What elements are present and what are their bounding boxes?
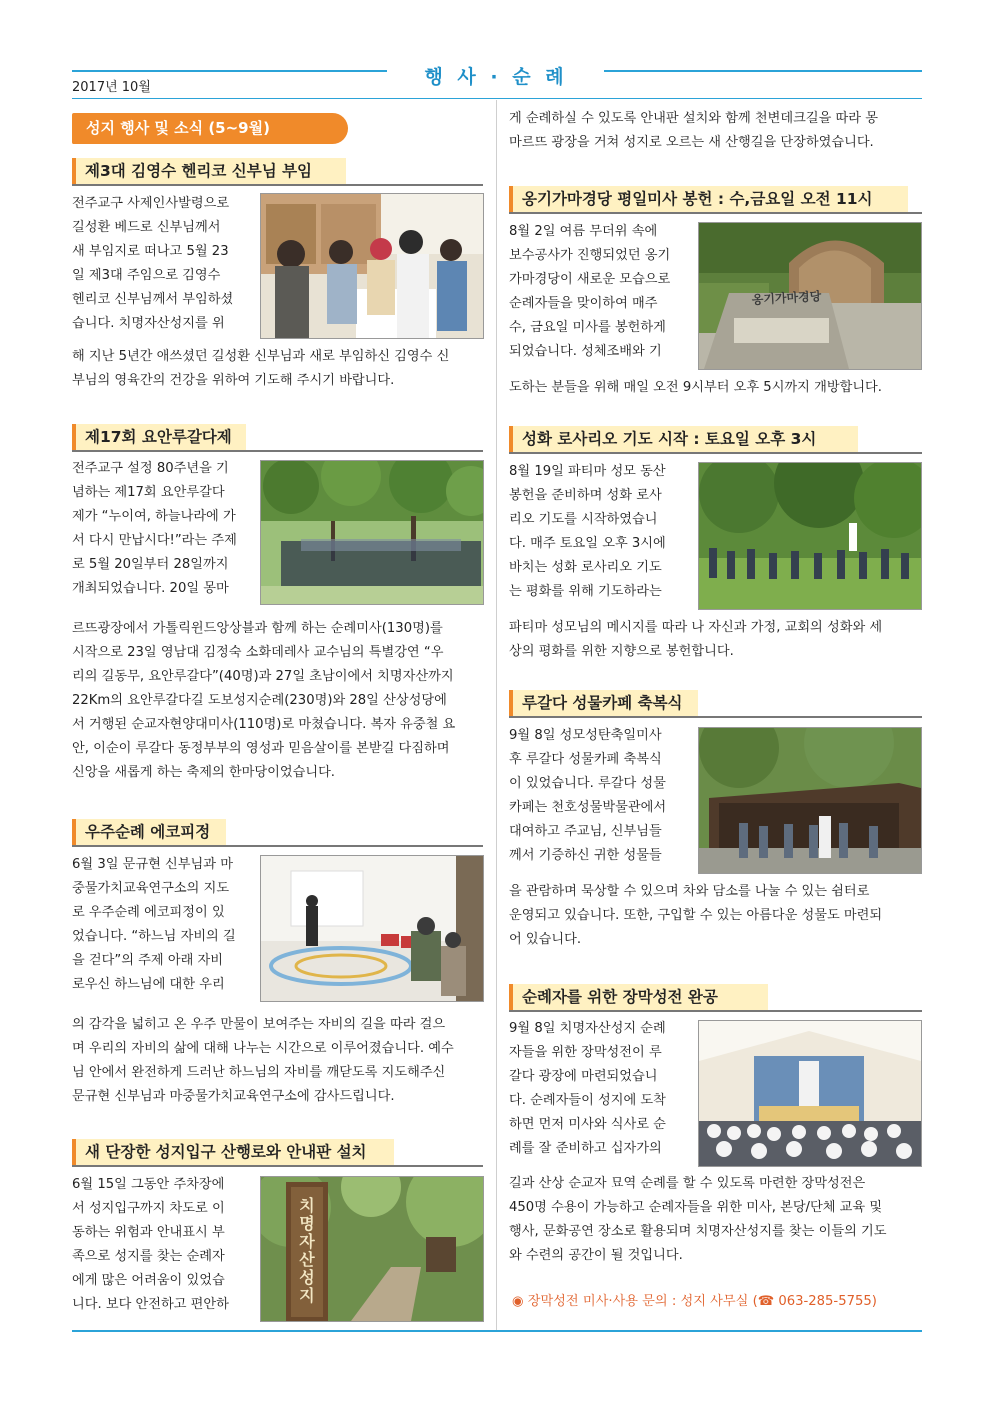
column-divider xyxy=(496,100,497,1330)
article-title: 새 단장한 성지입구 산행로와 안내판 설치 xyxy=(85,1143,367,1161)
article-body-narrow xyxy=(509,724,694,868)
issue-date: 2017년 10월 xyxy=(72,80,151,95)
section-title: 행 사 · 순 례 xyxy=(424,66,568,88)
text-line: 길성환 베드로 신부님께서 xyxy=(72,220,221,235)
text-line: 자들을 위한 장막성전이 루 xyxy=(509,1045,662,1060)
text-line: 수, 금요일 미사를 봉헌하게 xyxy=(509,320,666,335)
text-line: 어 있습니다. xyxy=(509,932,582,947)
photo-kiln-chapel xyxy=(698,222,922,370)
text-line: 봉헌을 준비하며 성화 로사 xyxy=(509,488,662,503)
article-body-full xyxy=(72,617,483,785)
article-body-narrow xyxy=(509,1017,694,1161)
article-title: 순례자를 위한 장막성전 완공 xyxy=(522,988,718,1006)
text-line: 중물가치교육연구소의 지도 xyxy=(72,881,230,896)
article-body-full xyxy=(72,1013,483,1109)
article-heading xyxy=(509,984,922,1010)
text-line: 념하는 제17회 요안루갈다 xyxy=(72,485,225,500)
text-line: 로 5월 20일부터 28일까지 xyxy=(72,557,229,572)
text-line: 와 수련의 공간이 될 것입니다. xyxy=(509,1248,683,1263)
text-line: 일 제3대 주임으로 김영수 xyxy=(72,268,221,283)
article-body-narrow xyxy=(72,853,257,997)
article-title: 옹기가마경당 평일미사 봉헌 : 수,금요일 오전 11시 xyxy=(522,190,873,208)
header-underline xyxy=(72,98,922,99)
text-line: 을 관람하며 묵상할 수 있으며 차와 담소를 나눌 수 있는 쉼터로 xyxy=(509,884,870,899)
photo-relic-cafe xyxy=(698,727,922,874)
text-line: 리오 기도를 시작하였습니 xyxy=(509,512,658,527)
article-body-narrow xyxy=(72,1173,257,1317)
text-line: 시작으로 23일 영남대 김정숙 소화데레사 교수님의 특별강연 “우 xyxy=(72,645,444,660)
text-line: 상의 평화를 위한 지향으로 봉헌합니다. xyxy=(509,644,734,659)
article-heading xyxy=(509,690,922,716)
photo-priest-greeting xyxy=(260,193,484,339)
text-line: 9월 8일 치명자산성지 순례 xyxy=(509,1021,666,1036)
text-line: 6월 15일 그동안 주차장에 xyxy=(72,1177,225,1192)
text-line: 바치는 성화 로사리오 기도 xyxy=(509,560,662,575)
text-line: 례를 잘 준비하고 십자가의 xyxy=(509,1141,662,1156)
text-line: 도하는 분들을 위해 매일 오전 9시부터 오후 5시까지 개방합니다. xyxy=(509,380,882,395)
photo-rosary-prayer xyxy=(698,462,922,610)
article-title: 우주순례 에코피정 xyxy=(85,823,211,841)
text-line: 동하는 위험과 안내표시 부 xyxy=(72,1225,225,1240)
photo-tent-sanctuary xyxy=(698,1020,922,1167)
text-line: 리의 길동무, 요안루갈다”(40명)과 27일 초남이에서 치명자산까지 xyxy=(72,669,454,684)
text-line: 서 다시 만납시다!”라는 주제 xyxy=(72,533,237,548)
text-line: 보수공사가 진행되었던 옹기 xyxy=(509,248,671,263)
text-line: 전주교구 설정 80주년을 기 xyxy=(72,461,229,476)
text-line: 22Km의 요안루갈다길 도보성지순례(230명)와 28일 산상성당에 xyxy=(72,693,447,708)
text-line: 니다. 보다 안전하고 편안하 xyxy=(72,1297,229,1312)
text-line: 개최되었습니다. 20일 몽마 xyxy=(72,581,229,596)
text-line: 서 거행된 순교자현양대미사(110명)로 마쳤습니다. 복자 유중철 요 xyxy=(72,717,456,732)
text-line: 신앙을 새롭게 하는 축제의 한마당이었습니다. xyxy=(72,765,336,780)
text-line: 전주교구 사제인사발령으로 xyxy=(72,196,230,211)
text-line: 께서 기증하신 귀한 성물들 xyxy=(509,848,662,863)
photo-outdoor-mass xyxy=(260,460,484,605)
article-body-full xyxy=(509,1172,922,1268)
article-heading xyxy=(509,186,922,212)
kiln-sign-text: 옹기가마경당 xyxy=(751,289,822,307)
text-line: 헨리코 신부님께서 부임하셨 xyxy=(72,292,234,307)
article-body-continued xyxy=(509,107,922,155)
article-heading xyxy=(72,158,483,184)
text-line: 로우신 하느님에 대한 우리 xyxy=(72,977,225,992)
photo-trail-signpost xyxy=(260,1176,484,1322)
article-body-full xyxy=(72,345,483,393)
article-body-full xyxy=(509,880,922,952)
text-line: 길과 산상 순교자 묘역 순례를 할 수 있도록 마련한 장막성전은 xyxy=(509,1176,866,1191)
text-line: 새 부임지로 떠나고 5월 23 xyxy=(72,244,229,259)
text-line: 며 우리의 자비의 삶에 대해 나누는 시간으로 이루어졌습니다. 예수 xyxy=(72,1041,454,1056)
text-line: 카페는 천호성물박물관에서 xyxy=(509,800,667,815)
article-title: 제17회 요안루갈다제 xyxy=(85,428,232,446)
text-line: 습니다. 치명자산성지를 위 xyxy=(72,316,225,331)
article-body-full xyxy=(509,616,922,664)
text-line: 대여하고 주교님, 신부님들 xyxy=(509,824,662,839)
text-line: 르뜨광장에서 가톨릭윈드앙상블과 함께 하는 순례미사(130명)를 xyxy=(72,621,443,636)
text-line: 에게 많은 어려움이 있었습 xyxy=(72,1273,225,1288)
text-line: 을 걷다”의 주제 아래 자비 xyxy=(72,953,223,968)
text-line: 450명 수용이 가능하고 순례자들을 위한 미사, 본당/단체 교육 및 xyxy=(509,1200,883,1215)
text-line: 8월 19일 파티마 성모 동산 xyxy=(509,464,666,479)
text-line: 9월 8일 성모성탄축일미사 xyxy=(509,728,662,743)
text-line: 마르뜨 광장을 거쳐 성지로 오르는 새 산행길을 단장하였습니다. xyxy=(509,135,874,150)
article-title: 제3대 김영수 헨리코 신부님 부임 xyxy=(85,162,313,180)
text-line: 가마경당이 새로운 모습으로 xyxy=(509,272,671,287)
article-heading xyxy=(72,1139,483,1165)
article-body-narrow xyxy=(509,220,694,364)
text-line: 하면 먼저 미사와 식사로 순 xyxy=(509,1117,666,1132)
photo-eco-retreat xyxy=(260,855,484,1002)
category-tab: 성지 행사 및 소식 (5~9월) xyxy=(72,113,348,144)
text-line: 제가 “누이여, 하늘나라에 가 xyxy=(72,509,236,524)
footer-rule xyxy=(72,1330,922,1332)
text-line: 행사, 문화공연 장소로 활용되며 치명자산성지를 찾는 이들의 기도 xyxy=(509,1224,887,1239)
text-line: 었습니다. “하느님 자비의 길 xyxy=(72,929,236,944)
text-line: 파티마 성모님의 메시지를 따라 나 자신과 가정, 교회의 성화와 세 xyxy=(509,620,883,635)
text-line: 해 지난 5년간 애쓰셨던 길성환 신부님과 새로 부임하신 김영수 신 xyxy=(72,349,450,364)
contact-info: ◉ 장막성전 미사·사용 문의 : 성지 사무실 (☎ 063-285-5755) xyxy=(512,1294,877,1309)
text-line: 후 루갈다 성물카페 축복식 xyxy=(509,752,662,767)
article-body-narrow xyxy=(72,457,257,601)
article-body-narrow xyxy=(509,460,694,604)
article-body-full xyxy=(509,376,922,400)
text-line: 님 안에서 완전하게 드러난 하느님의 자비를 깨닫도록 지도해주신 xyxy=(72,1065,446,1080)
article-heading xyxy=(509,426,922,452)
article-heading xyxy=(72,424,483,450)
text-line: 8월 2일 여름 무더위 속에 xyxy=(509,224,658,239)
signpost-text: 치명자산성지 xyxy=(299,1196,315,1305)
text-line: 서 성지입구까지 차도로 이 xyxy=(72,1201,225,1216)
text-line: 다. 매주 토요일 오후 3시에 xyxy=(509,536,666,551)
text-line: 족으로 성지를 찾는 순례자 xyxy=(72,1249,225,1264)
article-title: 루갈다 성물카페 축복식 xyxy=(522,694,683,712)
text-line: 는 평화를 위해 기도하라는 xyxy=(509,584,662,599)
text-line: 갈다 광장에 마련되었습니 xyxy=(509,1069,658,1084)
text-line: 로 우주순례 에코피정이 있 xyxy=(72,905,225,920)
text-line: 6월 3일 문규현 신부님과 마 xyxy=(72,857,233,872)
article-body-narrow xyxy=(72,192,257,336)
text-line: 게 순례하실 수 있도록 안내판 설치와 함께 천변데크길을 따라 몽 xyxy=(509,111,878,126)
article-heading xyxy=(72,819,483,845)
text-line: 안, 이순이 루갈다 동정부부의 영성과 믿음살이를 본받길 다짐하며 xyxy=(72,741,450,756)
text-line: 부님의 영육간의 건강을 위하여 기도해 주시기 바랍니다. xyxy=(72,373,395,388)
text-line: 이 있었습니다. 루갈다 성물 xyxy=(509,776,666,791)
text-line: 문규현 신부님과 마중물가치교육연구소에 감사드립니다. xyxy=(72,1089,395,1104)
text-line: 되었습니다. 성체조배와 기 xyxy=(509,344,662,359)
text-line: 운영되고 있습니다. 또한, 구입할 수 있는 아름다운 성물도 마련되 xyxy=(509,908,883,923)
text-line: 다. 순례자들이 성지에 도착 xyxy=(509,1093,666,1108)
text-line: 의 감각을 넓히고 온 우주 만물이 보여주는 자비의 길을 따라 걸으 xyxy=(72,1017,446,1032)
article-title: 성화 로사리오 기도 시작 : 토요일 오후 3시 xyxy=(522,430,817,448)
text-line: 순례자들을 맞이하여 매주 xyxy=(509,296,658,311)
